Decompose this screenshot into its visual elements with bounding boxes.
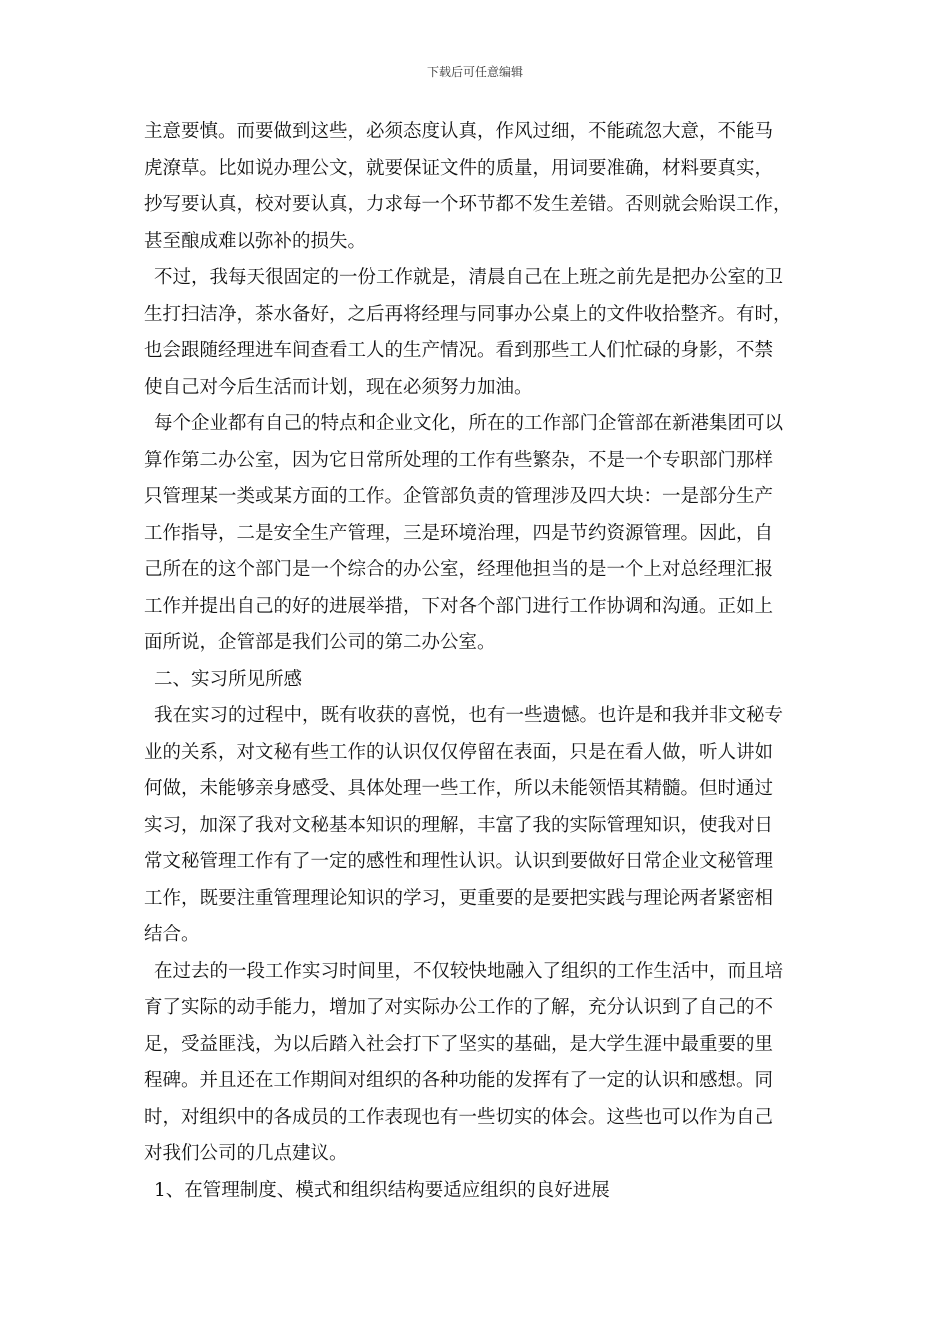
text-line: 对我们公司的几点建议。 (144, 1143, 348, 1164)
text-line: 算作第二办公室，因为它日常所处理的工作有些繁杂，不是一个专职部门那样 (144, 449, 774, 471)
text-line: 面所说，企管部是我们公司的第二办公室。 (144, 632, 496, 653)
page-header: 下载后可任意编辑 (426, 65, 523, 79)
text-line: 程碑。并且还在工作期间对组织的各种功能的发挥有了一定的认识和感想。同 (144, 1070, 774, 1091)
text-line: 己所在的这个部门是一个综合的办公室，经理他担当的是一个上对总经理汇报 (144, 559, 774, 580)
text-line: 足，受益匪浅，为以后踏入社会打下了坚实的基础，是大学生涯中最重要的里 (144, 1033, 774, 1055)
text-line: 常文秘管理工作有了一定的感性和理性认识。认识到要做好日常企业文秘管理 (144, 851, 774, 872)
text-line: 甚至酿成难以弥补的损失。 (144, 230, 367, 252)
document-body (144, 114, 820, 1209)
paragraph-start-line: 我在实习的过程中，既有收获的喜悦，也有一些遗憾。也许是和我并非文秘专 (154, 705, 784, 726)
text-line: 使自己对今后生活而计划，现在必须努力加油。 (144, 376, 533, 398)
text-line: 主意要慎。而要做到这些，必须态度认真，作风过细，不能疏忽大意，不能马 (144, 121, 774, 142)
text-line: 也会跟随经理进车间查看工人的生产情况。看到那些工人们忙碌的身影，不禁 (144, 340, 774, 361)
text-line: 生打扫洁净，茶水备好，之后再将经理与同事办公桌上的文件收拾整齐。有时， (144, 303, 792, 325)
text-line: 育了实际的动手能力，增加了对实际办公工作的了解，充分认识到了自己的不 (144, 997, 774, 1018)
paragraph-start-line: 在过去的一段工作实习时间里，不仅较快地融入了组织的工作生活中，而且培 (154, 960, 784, 982)
text-line: 结合。 (144, 924, 200, 945)
text-line: 业的关系，对文秘有些工作的认识仅仅停留在表面，只是在看人做，听人讲如 (144, 741, 774, 763)
text-line: 抄写要认真，校对要认真，力求每一个环节都不发生差错。否则就会贻误工作， (144, 194, 792, 215)
text-line: 何做，未能够亲身感受、具体处理一些工作，所以未能领悟其精髓。但时通过 (144, 778, 774, 799)
text-line: 工作指导，二是安全生产管理，三是环境治理，四是节约资源管理。因此，自 (144, 522, 774, 544)
numbered-heading: 1、在管理制度、模式和组织结构要适应组织的良好进展 (154, 1179, 610, 1201)
text-line: 工作并提出自己的好的进展举措，下对各个部门进行工作协调和沟通。正如上 (144, 595, 774, 617)
text-line: 工作，既要注重管理理论知识的学习，更重要的是要把实践与理论两者紧密相 (144, 887, 774, 909)
text-line: 只管理某一类或某方面的工作。企管部负责的管理涉及四大块：一是部分生产 (144, 486, 774, 507)
text-line: 时，对组织中的各成员的工作表现也有一些切实的体会。这些也可以作为自己 (144, 1106, 774, 1128)
paragraph-start-line: 每个企业都有自己的特点和企业文化，所在的工作部门企管部在新港集团可以 (154, 413, 784, 434)
section-heading: 二、实习所见所感 (154, 668, 303, 690)
text-line: 虎潦草。比如说办理公文，就要保证文件的质量，用词要准确，材料要真实， (144, 157, 774, 179)
paragraph-start-line: 不过，我每天很固定的一份工作就是，清晨自己在上班之前先是把办公室的卫 (154, 267, 784, 288)
text-line: 实习，加深了我对文秘基本知识的理解，丰富了我的实际管理知识，使我对日 (144, 814, 774, 836)
